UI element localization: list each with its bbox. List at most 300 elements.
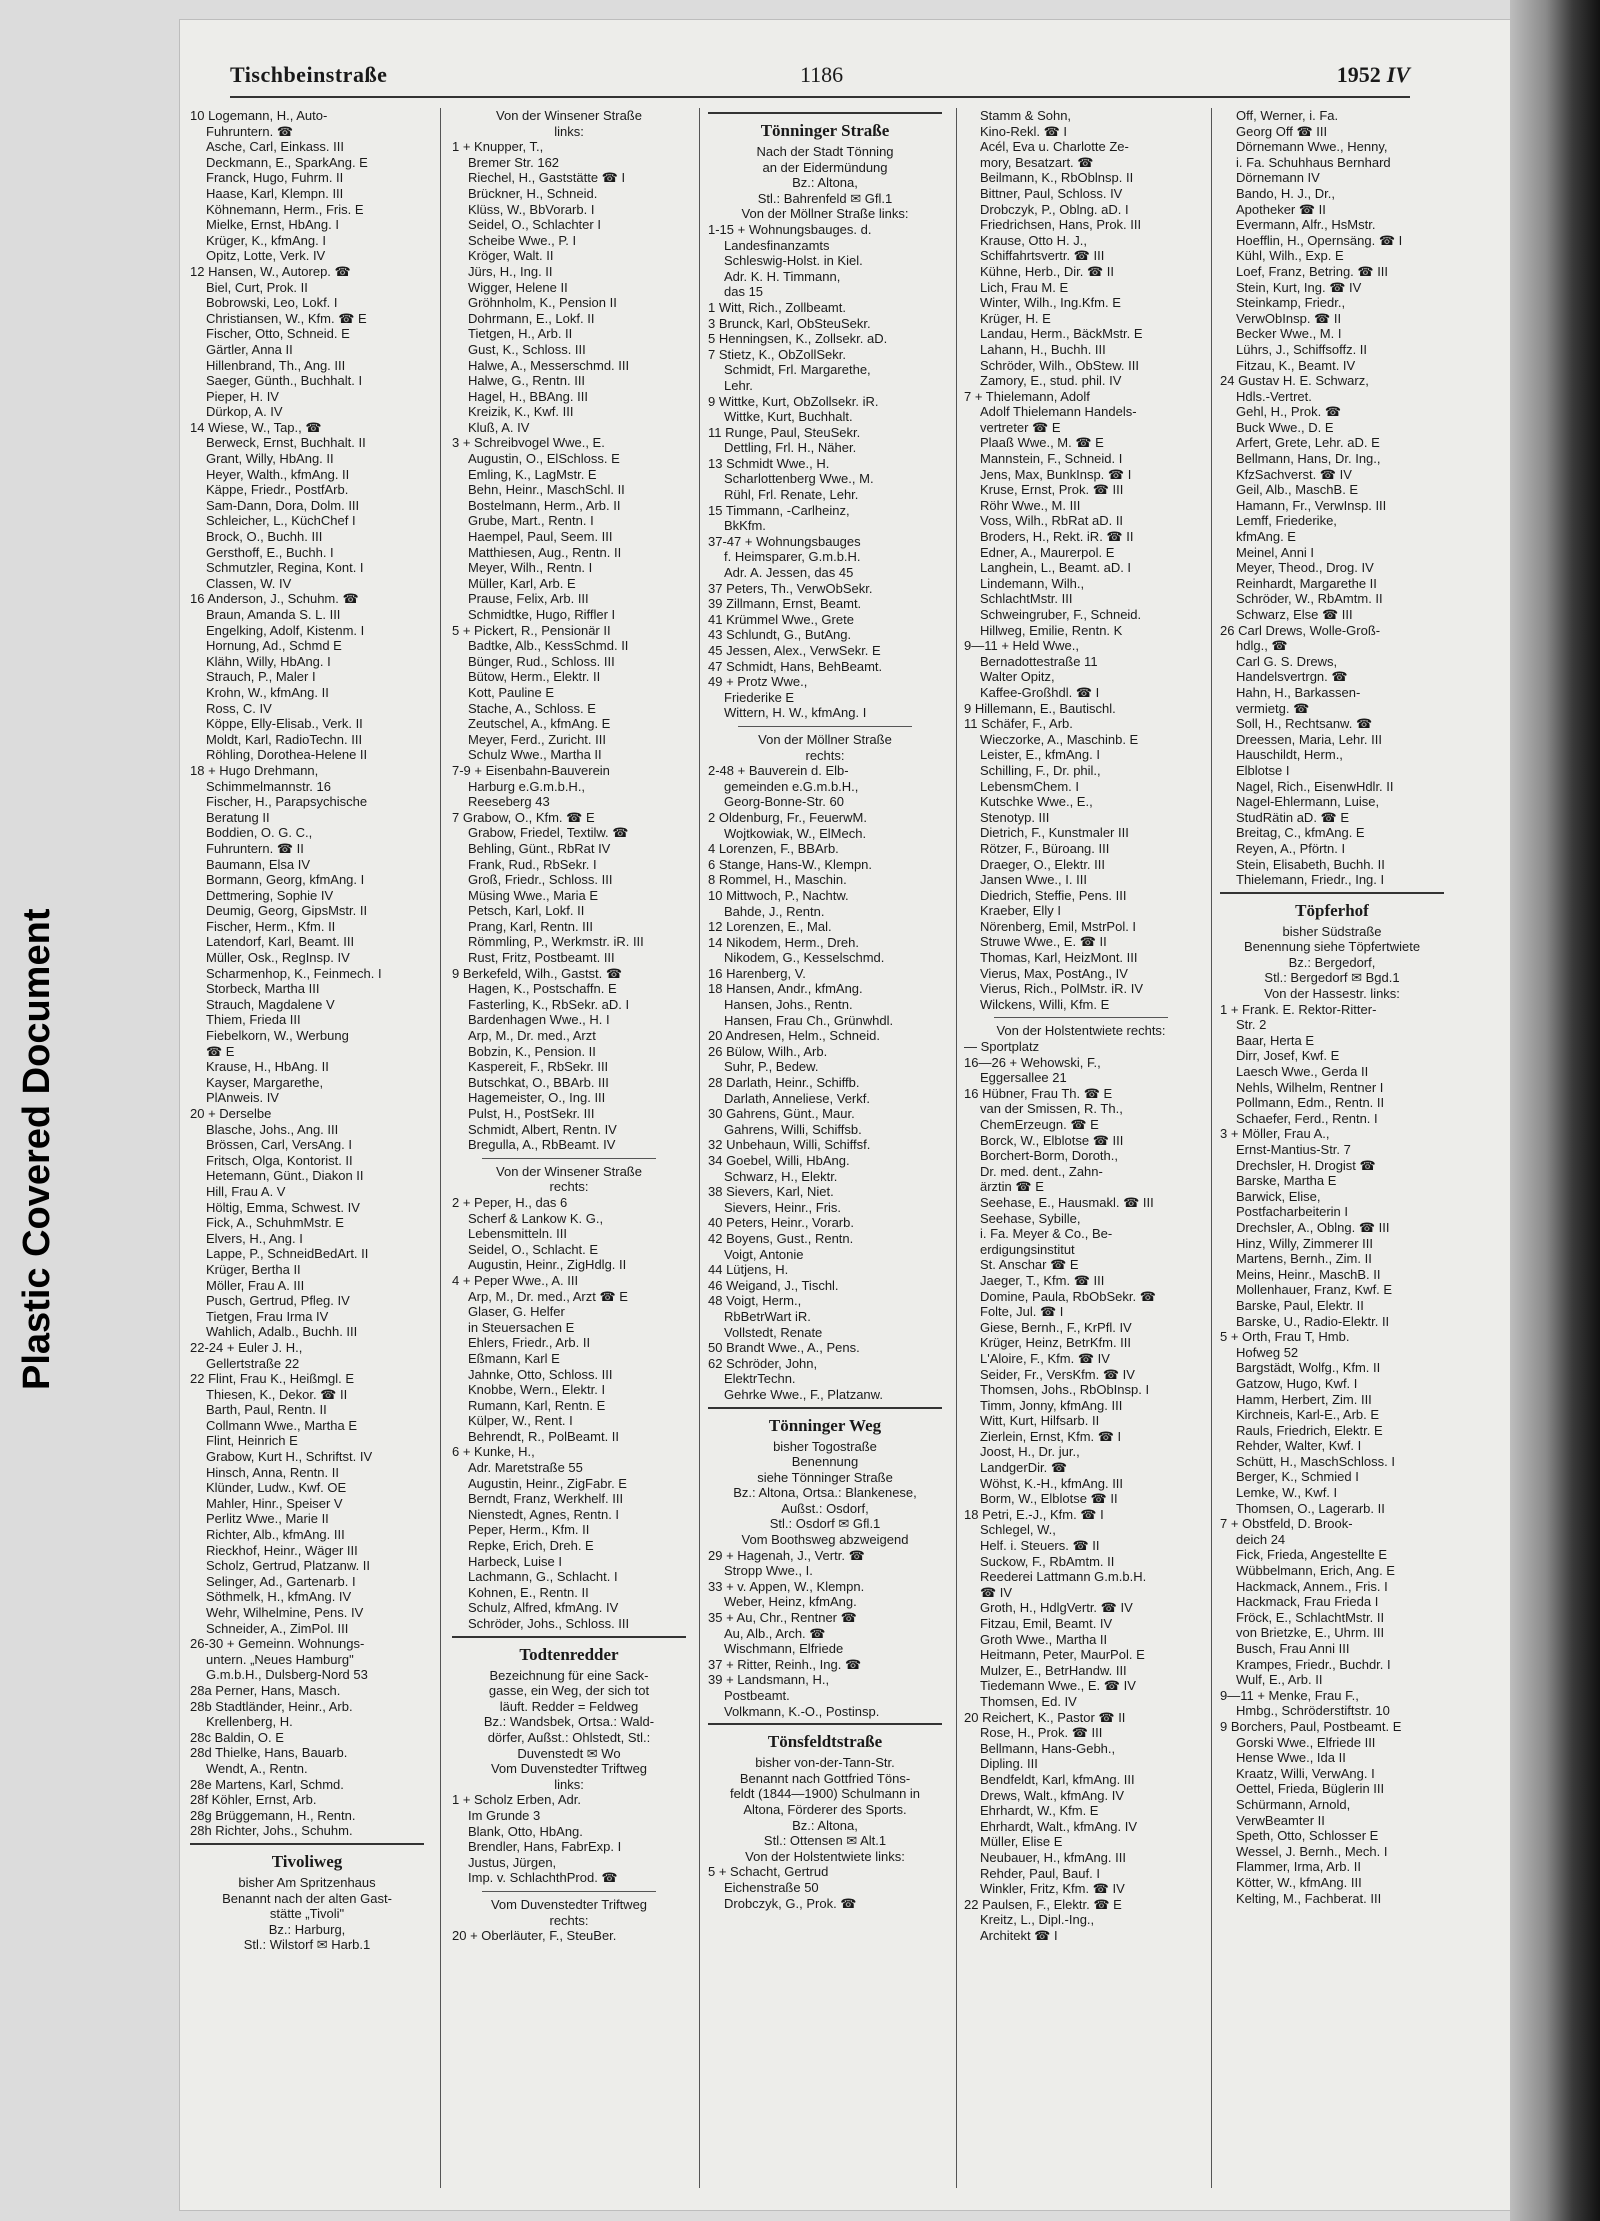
resident-entry: Hamann, Fr., VerwInsp. III xyxy=(1236,497,1387,513)
resident-entry: Suckow, F., RbAmtm. II xyxy=(980,1553,1115,1569)
resident-entry: Behn, Heinr., MaschSchl. II xyxy=(468,482,625,498)
resident-entry: StudRätin aD. ☎ E xyxy=(1236,809,1350,825)
street-note: Stl.: Bahrenfeld ✉ Gfl.1 xyxy=(757,190,893,206)
street-heading-rule xyxy=(452,1636,686,1638)
resident-entry: Flint, Heinrich E xyxy=(206,1433,298,1449)
resident-entry: Apotheker ☎ II xyxy=(1236,201,1326,217)
resident-entry: Külper, W., Rent. I xyxy=(468,1413,573,1429)
street-note: gasse, ein Weg, der sich tot xyxy=(488,1683,650,1699)
resident-entry: das 15 xyxy=(724,284,764,300)
resident-entry: Rose, H., Prok. ☎ III xyxy=(980,1725,1103,1741)
house-entry: 16—26 + Wehowski, F., xyxy=(964,1054,1101,1070)
resident-entry: Walter Opitz, xyxy=(980,669,1055,685)
resident-entry: Kino-Rekl. ☎ I xyxy=(980,123,1067,139)
resident-entry: Ehrhardt, W., Kfm. E xyxy=(980,1803,1099,1819)
resident-entry: Bellmann, Hans, Dr. Ing., xyxy=(1236,451,1381,467)
resident-entry: Pulst, H., PostSekr. III xyxy=(468,1106,595,1121)
resident-entry: Lich, Frau M. E xyxy=(980,279,1069,295)
resident-entry: Scharmenhop, K., Feinmech. I xyxy=(206,965,382,981)
resident-entry: Schürmann, Arnold, xyxy=(1236,1796,1351,1812)
resident-entry: Wittern, H. W., kfmAng. I xyxy=(724,705,867,721)
street-note: Vom Boothsweg abzweigend xyxy=(741,1532,909,1548)
resident-entry: Krause, Otto H. J., xyxy=(980,232,1087,248)
street-note: Bz.: Altona, xyxy=(792,175,858,191)
resident-entry: Tietgen, H., Arb. II xyxy=(468,326,573,342)
resident-entry: Adr. K. H. Timmann, xyxy=(724,268,841,284)
house-entry: 24 Gustav H. E. Schwarz, xyxy=(1220,373,1369,389)
resident-entry: Stein, Kurt, Ing. ☎ IV xyxy=(1236,279,1362,295)
street-note: rechts: xyxy=(549,1912,589,1928)
resident-entry: Hmbg., Schröderstiftstr. 10 xyxy=(1236,1703,1390,1719)
book-binding-edge xyxy=(1510,0,1600,2221)
resident-entry: Borm, W., Elblotse ☎ II xyxy=(980,1491,1118,1507)
house-entry: 2-48 + Bauverein d. Elb- xyxy=(708,763,849,779)
resident-entry: Reederei Lattmann G.m.b.H. xyxy=(980,1569,1147,1585)
street-note: Stl.: Ottensen ✉ Alt.1 xyxy=(763,1833,887,1849)
resident-entry: Georg Off ☎ III xyxy=(1236,123,1328,139)
resident-entry: Bobzin, K., Pension. II xyxy=(468,1043,596,1059)
resident-entry: Arfert, Grete, Lehr. aD. E xyxy=(1236,435,1380,451)
resident-entry: Schiffahrtsvertr. ☎ III xyxy=(980,248,1105,264)
resident-entry: Hornung, Ad., Schmd E xyxy=(206,638,342,654)
resident-entry: Badtke, Alb., KessSchmd. II xyxy=(468,638,629,654)
house-entry: 5 + Orth, Frau T, Hmb. xyxy=(1220,1329,1350,1345)
street-note: läuft. Redder = Feldweg xyxy=(499,1698,639,1714)
resident-entry: Halwe, A., Messerschmd. III xyxy=(468,357,630,373)
resident-entry: Bregulla, A., RbBeamt. IV xyxy=(468,1137,616,1153)
resident-entry: Prause, Felix, Arb. III xyxy=(468,591,589,607)
resident-entry: Zierlein, Ernst, Kfm. ☎ I xyxy=(980,1428,1122,1444)
street-note: Bz.: Wandsbek, Ortsa.: Wald- xyxy=(483,1714,655,1730)
column-divider xyxy=(440,108,441,2188)
house-entry: 28g Brüggemann, H., Rentn. xyxy=(190,1807,356,1823)
resident-entry: Wigger, Helene II xyxy=(468,279,568,295)
resident-entry: Winter, Wilh., Ing.Kfm. E xyxy=(980,295,1121,311)
resident-entry: Zamory, E., stud. phil. IV xyxy=(980,373,1122,389)
resident-entry: Knobbe, Wern., Elektr. I xyxy=(468,1382,606,1398)
resident-entry: Voigt, Antonie xyxy=(724,1246,804,1262)
resident-entry: Seidel, O., Schlacht. E xyxy=(468,1241,599,1257)
resident-entry: Schwarz, H., Elektr. xyxy=(724,1168,838,1184)
resident-entry: Prang, Karl, Rentn. III xyxy=(468,918,594,934)
resident-entry: Kruse, Ernst, Prok. ☎ III xyxy=(980,482,1124,498)
house-entry: 1 + Frank. E. Rektor-Ritter- xyxy=(1220,1001,1377,1017)
resident-entry: Vollstedt, Renate xyxy=(724,1324,823,1340)
resident-entry: Im Grunde 3 xyxy=(468,1807,541,1823)
resident-entry: Moldt, Karl, RadioTechn. III xyxy=(206,731,363,747)
resident-entry: Eichenstraße 50 xyxy=(724,1879,819,1895)
resident-entry: Peper, Herm., Kfm. II xyxy=(468,1522,590,1538)
resident-entry: Opitz, Lotte, Verk. IV xyxy=(206,248,326,264)
resident-entry: Gröhnholm, K., Pension II xyxy=(468,295,617,311)
resident-entry: Christiansen, W., Kfm. ☎ E xyxy=(206,310,367,326)
section-divider xyxy=(994,1017,1168,1018)
resident-entry: Elblotse I xyxy=(1236,762,1290,778)
resident-entry: Drechsler, H. Drogist ☎ xyxy=(1236,1157,1376,1173)
resident-entry: Geil, Alb., MaschB. E xyxy=(1236,482,1359,498)
resident-entry: Hagemeister, O., Ing. III xyxy=(468,1090,606,1106)
resident-entry: Wischmann, Elfriede xyxy=(724,1641,844,1657)
house-entry: 1 + Knupper, T., xyxy=(452,139,544,155)
resident-entry: Kaffee-Großhdl. ☎ I xyxy=(980,684,1100,700)
resident-entry: Lemke, W., Kwf. I xyxy=(1236,1485,1338,1501)
resident-entry: Gehrke Wwe., F., Platzanw. xyxy=(724,1386,883,1402)
resident-entry: Pieper, H. IV xyxy=(206,388,279,404)
resident-entry: in Steuersachen E xyxy=(468,1319,575,1335)
resident-entry: f. Heimsparer, G.m.b.H. xyxy=(724,549,861,565)
house-entry: 28h Richter, Johs., Schuhm. xyxy=(190,1823,353,1839)
resident-entry: Imp. v. SchlachthProd. ☎ xyxy=(468,1870,618,1886)
street-note: an der Eidermündung xyxy=(762,159,888,175)
resident-entry: Röhling, Dorothea-Helene II xyxy=(206,747,368,763)
house-entry: 9 Berkefeld, Wilh., Gastst. ☎ xyxy=(452,965,623,981)
house-entry: 44 Lütjens, H. xyxy=(708,1262,789,1278)
resident-entry: Fuhruntern. ☎ xyxy=(206,123,294,139)
resident-entry: Hoefflin, H., Opernsäng. ☎ I xyxy=(1236,232,1403,248)
resident-entry: Wilckens, Willi, Kfm. E xyxy=(980,996,1110,1012)
street-heading-rule xyxy=(708,1723,942,1725)
resident-entry: Bernadottestraße 11 xyxy=(980,653,1098,669)
resident-entry: i. Fa. Meyer & Co., Be- xyxy=(980,1226,1113,1242)
resident-entry: Beratung II xyxy=(206,809,270,825)
resident-entry: Hackmack, Annem., Fris. I xyxy=(1236,1578,1388,1594)
resident-entry: Eßmann, Karl E xyxy=(468,1350,560,1366)
resident-entry: VerwObInsp. ☎ II xyxy=(1236,310,1342,326)
house-entry: 40 Peters, Heinr., Vorarb. xyxy=(708,1215,854,1231)
resident-entry: Nehls, Wilhelm, Rentner I xyxy=(1236,1079,1384,1095)
street-note: Von der Holstentwiete links: xyxy=(745,1848,905,1864)
resident-entry: Ernst-Mantius-Str. 7 xyxy=(1236,1142,1351,1157)
resident-entry: Fischer, Otto, Schneid. E xyxy=(206,326,350,342)
resident-entry: Ehrhardt, Walt., kfmAng. IV xyxy=(980,1818,1138,1834)
resident-entry: Asche, Carl, Einkass. III xyxy=(206,139,344,155)
resident-entry: hdlg., ☎ xyxy=(1236,638,1288,654)
house-entry: 22-24 + Euler J. H., xyxy=(190,1339,303,1355)
resident-entry: Kayser, Margarethe, xyxy=(206,1074,324,1090)
resident-entry: Schneider, A., ZimPol. III xyxy=(206,1620,349,1636)
resident-entry: Brückner, H., Schneid. xyxy=(468,185,598,201)
resident-entry: Bargstädt, Wolfg., Kfm. II xyxy=(1236,1360,1381,1376)
resident-entry: Matthiesen, Aug., Rentn. II xyxy=(468,544,622,560)
resident-entry: Hagel, H., BBAng. III xyxy=(468,388,588,404)
house-entry: 14 Wiese, W., Tap., ☎ xyxy=(190,419,322,435)
resident-entry: Behling, Günt., RbRat IV xyxy=(468,840,611,856)
resident-entry: Mulzer, E., BetrHandw. III xyxy=(980,1662,1127,1678)
resident-entry: Barske, Martha E xyxy=(1236,1173,1337,1189)
resident-entry: Pusch, Gertrud, Pfleg. IV xyxy=(206,1293,350,1309)
resident-entry: mory, Besatzart. ☎ xyxy=(980,154,1094,170)
resident-entry: Haempel, Paul, Seem. III xyxy=(468,529,613,545)
header-part: IV xyxy=(1386,62,1410,87)
resident-entry: Schleicher, L., KüchChef I xyxy=(206,513,356,529)
resident-entry: Butschkat, O., BBArb. III xyxy=(468,1074,609,1090)
resident-entry: Dettmering, Sophie IV xyxy=(206,887,334,903)
resident-entry: Justus, Jürgen, xyxy=(468,1854,557,1870)
resident-entry: Gellertstraße 22 xyxy=(206,1355,300,1371)
resident-entry: Schmidt, Frl. Margarethe, xyxy=(724,362,871,378)
house-entry: 7 + Obstfeld, D. Brook- xyxy=(1220,1516,1353,1532)
resident-entry: Biel, Curt, Prok. II xyxy=(206,279,308,295)
resident-entry: Hansen, Johs., Rentn. xyxy=(724,997,853,1013)
resident-entry: Edner, A., Maurerpol. E xyxy=(980,544,1115,560)
resident-entry: Gorski Wwe., Elfriede III xyxy=(1236,1734,1376,1750)
resident-entry: Voss, Wilh., RbRat aD. II xyxy=(980,513,1124,529)
resident-entry: Zeutschel, A., kfmAng. E xyxy=(468,716,611,732)
resident-entry: Wieczorke, A., Maschinb. E xyxy=(980,731,1139,747)
resident-entry: RbBetrWart iR. xyxy=(724,1308,811,1324)
house-entry: 28e Martens, Karl, Schmd. xyxy=(190,1776,344,1792)
house-entry: 29 + Hagenah, J., Vertr. ☎ xyxy=(708,1547,865,1563)
resident-entry: Thielemann, Friedr., Ing. I xyxy=(1236,872,1385,888)
street-note: Von der Hassestr. links: xyxy=(1264,986,1400,1002)
house-entry: 34 Goebel, Willi, HbAng. xyxy=(708,1153,850,1168)
street-note: dörfer, Außst.: Ohlstedt, Stl.: xyxy=(487,1729,651,1745)
resident-entry: Richter, Alb., kfmAng. III xyxy=(206,1527,345,1543)
resident-entry: Classen, W. IV xyxy=(206,575,292,591)
resident-entry: Klüss, W., BbVorarb. I xyxy=(468,201,595,217)
resident-entry: Bormann, Georg, kfmAng. I xyxy=(206,872,365,888)
resident-entry: Bahde, J., Rentn. xyxy=(724,903,825,919)
resident-entry: Handelsvertrgn. ☎ xyxy=(1236,669,1348,685)
street-note: stätte „Tivoli" xyxy=(269,1906,345,1922)
house-entry: 12 Hansen, W., Autorep. ☎ xyxy=(190,263,351,279)
resident-entry: Grabow, Kurt H., Schriftst. IV xyxy=(206,1449,373,1465)
resident-entry: Oettel, Frieda, Büglerin III xyxy=(1236,1781,1385,1797)
resident-entry: Langhein, L., Beamt. aD. I xyxy=(980,560,1132,576)
resident-entry: Grube, Mart., Rentn. I xyxy=(468,513,594,529)
resident-entry: Breitag, C., kfmAng. E xyxy=(1236,825,1365,841)
street-note: links: xyxy=(554,1776,584,1792)
house-entry: 5 + Pickert, R., Pensionär II xyxy=(452,622,611,638)
resident-entry: Baumann, Elsa IV xyxy=(206,856,311,872)
house-entry: 4 + Peper Wwe., A. III xyxy=(452,1272,579,1288)
house-entry: 14 Nikodem, Herm., Dreh. xyxy=(708,934,859,950)
resident-entry: Fasterling, K., RbSekr. aD. I xyxy=(468,996,630,1012)
resident-entry: Halwe, G., Rentn. III xyxy=(468,373,586,389)
house-entry: 2 + Peper, H., das 6 xyxy=(452,1194,568,1210)
resident-entry: Kluß, A. IV xyxy=(468,419,530,435)
header-page-number: 1186 xyxy=(800,62,844,87)
street-note: Benennung xyxy=(791,1454,859,1470)
section-divider xyxy=(482,1891,656,1892)
resident-entry: Klünder, Ludw., Kwf. OE xyxy=(206,1480,347,1496)
resident-entry: ☎ IV xyxy=(980,1584,1013,1600)
resident-entry: Ehlers, Friedr., Arb. II xyxy=(468,1335,591,1351)
resident-entry: Bütow, Herm., Elektr. II xyxy=(468,669,601,685)
street-note: Duvenstedt ✉ Wo xyxy=(517,1745,621,1761)
house-entry: 39 + Landsmann, H., xyxy=(708,1672,830,1688)
house-entry: 37-47 + Wohnungsbauges xyxy=(708,533,861,549)
house-entry: 20 + Oberläuter, F., SteuBer. xyxy=(452,1928,617,1944)
resident-entry: Kraeber, Elly I xyxy=(980,903,1061,919)
street-note: siehe Tönninger Straße xyxy=(757,1469,893,1485)
resident-entry: kfmAng. E xyxy=(1236,529,1296,545)
resident-entry: Adr. Maretstraße 55 xyxy=(468,1460,583,1476)
resident-entry: Hagen, K., Postschaffn. E xyxy=(468,981,617,997)
resident-entry: Gersthoff, E., Buchh. I xyxy=(206,544,334,560)
house-entry: 22 Paulsen, F., Elektr. ☎ E xyxy=(964,1896,1122,1912)
resident-entry: Krampes, Friedr., Buchdr. I xyxy=(1236,1656,1391,1672)
resident-entry: ärztin ☎ E xyxy=(980,1179,1044,1195)
street-note: Von der Holstentwiete rechts: xyxy=(996,1023,1166,1039)
resident-entry: Giese, Bernh., F., KrPfl. IV xyxy=(980,1319,1132,1335)
house-entry: 7 Stietz, K., ObZollSekr. xyxy=(708,346,846,362)
resident-entry: Nörenberg, Emil, MstrPol. I xyxy=(980,918,1137,934)
resident-entry: Nagel-Ehlermann, Luise, xyxy=(1236,794,1380,810)
house-entry: 9 Wittke, Kurt, ObZollsekr. iR. xyxy=(708,393,879,409)
resident-entry: Carl G. S. Drews, xyxy=(1236,653,1338,669)
resident-entry: LebensmChem. I xyxy=(980,778,1079,794)
house-entry: 9 Hillemann, E., Bautischl. xyxy=(964,700,1116,716)
resident-entry: Hetemann, Günt., Diakon II xyxy=(206,1168,364,1184)
street-note: Stl.: Wilstorf ✉ Harb.1 xyxy=(243,1937,371,1953)
resident-entry: Lachmann, G., Schlacht. I xyxy=(468,1569,618,1585)
resident-entry: LandgerDir. ☎ xyxy=(980,1460,1068,1476)
house-entry: 5 + Schacht, Gertrud xyxy=(708,1864,829,1880)
house-entry: 18 + Hugo Drehmann, xyxy=(190,762,319,778)
resident-entry: Reeseberg 43 xyxy=(468,794,550,810)
resident-entry: PlAnweis. IV xyxy=(206,1090,279,1106)
house-entry: 7-9 + Eisenbahn-Bauverein xyxy=(452,762,610,778)
resident-entry: Strauch, P., Maler I xyxy=(206,669,316,685)
resident-entry: Barwick, Elise, xyxy=(1236,1188,1321,1204)
resident-entry: Groth Wwe., Martha II xyxy=(980,1631,1108,1647)
resident-entry: Deumig, Georg, GipsMstr. II xyxy=(206,903,368,919)
street-note: Bz.: Altona, xyxy=(792,1817,858,1833)
house-entry: 46 Weigand, J., Tischl. xyxy=(708,1277,839,1293)
resident-entry: Postfacharbeiterin I xyxy=(1236,1204,1349,1220)
resident-entry: Heyer, Walth., kfmAng. II xyxy=(206,466,350,482)
house-entry: 26 Carl Drews, Wolle-Groß- xyxy=(1220,622,1381,638)
resident-entry: Fitzau, K., Beamt. IV xyxy=(1236,357,1356,373)
resident-entry: Deckmann, E., SparkAng. E xyxy=(206,154,368,170)
resident-entry: Reinhardt, Margarethe II xyxy=(1236,575,1377,591)
resident-entry: Laesch Wwe., Gerda II xyxy=(1236,1064,1369,1080)
resident-entry: Stamm & Sohn, xyxy=(980,108,1072,123)
house-entry: 33 + v. Appen, W., Klempn. xyxy=(708,1578,865,1594)
resident-entry: Scherf & Lankow K. G., xyxy=(468,1210,604,1226)
resident-entry: Borck, W., Elblotse ☎ III xyxy=(980,1132,1124,1148)
directory-column-1 xyxy=(190,108,424,2188)
resident-entry: Boddien, O. G. C., xyxy=(206,825,313,841)
resident-entry: untern. „Neues Hamburg" xyxy=(206,1651,354,1667)
directory-column-3 xyxy=(708,108,942,2188)
resident-entry: Pollmann, Edm., Rentn. II xyxy=(1236,1095,1385,1111)
resident-entry: i. Fa. Schuhhaus Bernhard xyxy=(1236,154,1391,170)
street-note: Stl.: Osdorf ✉ Gfl.1 xyxy=(769,1516,881,1532)
house-entry: 1-15 + Wohnungsbauges. d. xyxy=(708,221,872,237)
house-entry: 41 Krümmel Wwe., Grete xyxy=(708,611,854,627)
resident-entry: Tiedemann Wwe., E. ☎ IV xyxy=(980,1678,1136,1694)
house-entry: 37 Peters, Th., VerwObSekr. xyxy=(708,580,873,596)
house-entry: 62 Schröder, John, xyxy=(708,1355,818,1371)
resident-entry: Dürkop, A. IV xyxy=(206,404,283,420)
resident-entry: Dohrmann, E., Lokf. II xyxy=(468,310,595,326)
house-entry: 35 + Au, Chr., Rentner ☎ xyxy=(708,1610,857,1626)
resident-entry: Krellenberg, H. xyxy=(206,1714,293,1730)
resident-entry: Hofweg 52 xyxy=(1236,1344,1299,1360)
resident-entry: Suhr, P., Bedew. xyxy=(724,1059,819,1075)
house-entry: 16 Harenberg, V. xyxy=(708,965,806,981)
resident-entry: Schlegel, W., xyxy=(980,1522,1056,1538)
resident-entry: Hillenbrand, Th., Ang. III xyxy=(206,357,346,373)
resident-entry: Blasche, Johs., Ang. III xyxy=(206,1121,339,1137)
resident-entry: Hdls.-Vertret. xyxy=(1236,388,1312,404)
resident-entry: Rumann, Karl, Rentn. E xyxy=(468,1397,606,1413)
house-entry: 9—11 + Menke, Frau F., xyxy=(1220,1687,1359,1703)
resident-entry: Fick, Frieda, Angestellte E xyxy=(1236,1547,1388,1563)
resident-entry: Bremer Str. 162 xyxy=(468,154,560,170)
resident-entry: Bobrowski, Leo, Lokf. I xyxy=(206,295,338,311)
resident-entry: Jansen Wwe., I. III xyxy=(980,872,1087,888)
resident-entry: Hill, Frau A. V xyxy=(206,1183,286,1199)
resident-entry: van der Smissen, R. Th., xyxy=(980,1101,1123,1117)
resident-entry: Stein, Elisabeth, Buchh. II xyxy=(1236,856,1385,872)
street-heading: Tönsfeldtstraße xyxy=(767,1732,883,1752)
street-note: links: xyxy=(554,123,584,139)
resident-entry: Kutschke Wwe., E., xyxy=(980,794,1093,810)
street-heading-rule xyxy=(708,1407,942,1409)
resident-entry: gemeinden e.G.m.b.H., xyxy=(724,778,859,794)
resident-entry: Braun, Amanda S. L. III xyxy=(206,607,341,622)
resident-entry: Käppe, Friedr., PostfArb. xyxy=(206,482,349,498)
resident-entry: Müsing Wwe., Maria E xyxy=(468,887,599,903)
resident-entry: Augustin, O., ElSchloss. E xyxy=(468,451,620,467)
resident-entry: Schütt, H., MaschSchloss. I xyxy=(1236,1453,1395,1469)
resident-entry: Vierus, Rich., PolMstr. iR. IV xyxy=(980,981,1144,997)
street-note: bisher Am Spritzenhaus xyxy=(238,1874,376,1890)
house-entry: 28a Perner, Hans, Masch. xyxy=(190,1682,341,1698)
resident-entry: Thomsen, Johs., RbObInsp. I xyxy=(980,1382,1150,1398)
resident-entry: Dipling. III xyxy=(980,1756,1038,1772)
street-heading: Tivoliweg xyxy=(271,1851,343,1871)
resident-entry: Adolf Thielemann Handels- xyxy=(980,404,1137,420)
resident-entry: Loef, Franz, Betring. ☎ III xyxy=(1236,263,1389,279)
resident-entry: Rötzer, F., Büroang. III xyxy=(980,840,1110,856)
street-note: bisher Südstraße xyxy=(1282,923,1382,939)
house-entry: 28 Darlath, Heinr., Schiffb. xyxy=(708,1075,860,1091)
street-note: feldt (1844—1900) Schulmann in xyxy=(729,1786,921,1802)
street-note: Von der Möllner Straße xyxy=(758,731,892,747)
resident-entry: Architekt ☎ I xyxy=(980,1927,1058,1943)
resident-entry: Winkler, Fritz, Kfm. ☎ IV xyxy=(980,1881,1125,1897)
resident-entry: Mielke, Ernst, HbAng. I xyxy=(206,217,339,233)
resident-entry: Schilling, F., Dr. phil., xyxy=(980,762,1101,778)
house-entry: 16 Anderson, J., Schuhm. ☎ xyxy=(190,591,359,607)
resident-entry: Höltig, Emma, Schwest. IV xyxy=(206,1199,360,1215)
resident-entry: Martens, Bernh., Zim. II xyxy=(1236,1251,1372,1267)
house-entry: 12 Lorenzen, E., Mal. xyxy=(708,919,832,935)
resident-entry: Augustin, Heinr., ZigFabr. E xyxy=(468,1475,627,1491)
resident-entry: Fischer, H., Parapsychische xyxy=(206,794,368,810)
resident-entry: Drobczyk, P., Oblng. aD. I xyxy=(980,201,1129,217)
resident-entry: Kott, Pauline E xyxy=(468,684,554,700)
resident-entry: Dettling, Frl. H., Näher. xyxy=(724,440,857,456)
resident-entry: Kühne, Herb., Dir. ☎ II xyxy=(980,263,1114,279)
resident-entry: Augustin, Heinr., ZigHdlg. II xyxy=(468,1257,627,1273)
resident-entry: Nienstedt, Agnes, Rentn. I xyxy=(468,1506,620,1522)
house-entry: 18 Petri, E.-J., Kfm. ☎ I xyxy=(964,1506,1104,1522)
house-entry: 9 Borchers, Paul, Postbeamt. E xyxy=(1220,1718,1402,1734)
resident-entry: Mahler, Hinr., Speiser V xyxy=(206,1495,343,1511)
resident-entry: Wübbelmann, Erich, Ang. E xyxy=(1236,1563,1395,1579)
resident-entry: VerwBeamter II xyxy=(1236,1812,1325,1828)
resident-entry: deich 24 xyxy=(1236,1531,1286,1547)
resident-entry: Rust, Fritz, Postbeamt. III xyxy=(468,950,615,966)
resident-entry: Thiem, Frieda III xyxy=(206,1012,301,1028)
house-entry: 45 Jessen, Alex., VerwSekr. E xyxy=(708,643,881,658)
resident-entry: Harburg e.G.m.b.H., xyxy=(468,778,586,794)
